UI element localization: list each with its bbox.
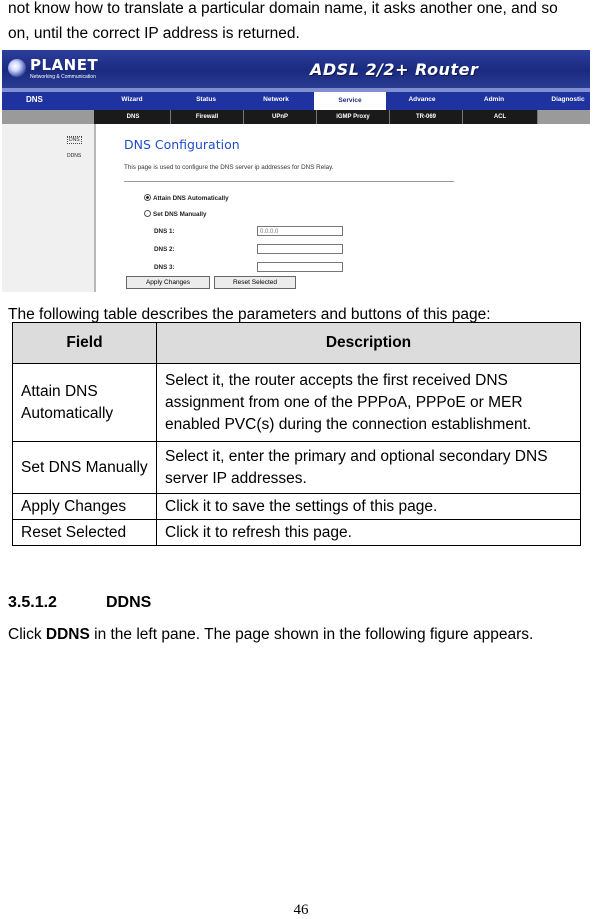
table-row bbox=[13, 494, 581, 520]
table-header-row bbox=[13, 323, 581, 364]
dns2-input[interactable] bbox=[257, 244, 343, 254]
reset-selected-button[interactable]: Reset Selected bbox=[214, 276, 296, 289]
set-dns-manual-label: Set DNS Manually bbox=[153, 211, 207, 218]
description-cell: Select it, the router accepts the first received DNS assignment from one of the PPPoA, PPPoE or MER enabled PVC(s) during the connection establishment. bbox=[157, 364, 581, 442]
page-description: This page is used to configure the DNS server ip addresses for DNS Relay. bbox=[124, 164, 334, 171]
tab-wizard[interactable]: Wizard bbox=[121, 96, 143, 103]
intro-line-2: on, until the correct IP address is returned. bbox=[8, 25, 300, 42]
page-number: 46 bbox=[293, 902, 309, 918]
dns3-label: DNS 3: bbox=[154, 264, 175, 271]
ddns-emphasis: DDNS bbox=[45, 626, 90, 643]
intro-text bbox=[8, 0, 602, 46]
left-pane bbox=[2, 124, 96, 292]
subtab-firewall[interactable]: Firewall bbox=[171, 110, 244, 124]
description-cell: Click it to refresh this page. bbox=[157, 520, 581, 546]
intro-line-1: not know how to translate a particular domain name, it asks another one, and so bbox=[8, 0, 558, 17]
table-caption: The following table describes the parameters and buttons of this page: bbox=[8, 306, 491, 323]
table-row bbox=[13, 520, 581, 546]
page-title: DNS Configuration bbox=[124, 137, 240, 152]
attain-dns-auto-option[interactable] bbox=[144, 194, 229, 202]
tab-admin[interactable]: Admin bbox=[483, 96, 505, 103]
sub-nav bbox=[2, 110, 590, 124]
subtab-tr069[interactable]: TR-069 bbox=[390, 110, 463, 124]
planet-globe-icon bbox=[8, 59, 26, 77]
parameter-table bbox=[12, 322, 581, 546]
radio-selected-icon[interactable] bbox=[144, 194, 151, 201]
table-row bbox=[13, 364, 581, 442]
subtab-igmp-proxy[interactable]: IGMP Proxy bbox=[317, 110, 390, 124]
column-header-description: Description bbox=[157, 323, 581, 364]
body-paragraph: Click DDNS in the left pane. The page shown in the following figure appears. bbox=[8, 626, 534, 643]
field-cell: Apply Changes bbox=[13, 494, 157, 520]
dns3-input[interactable] bbox=[257, 262, 343, 272]
dns2-label: DNS 2: bbox=[154, 246, 175, 253]
section-number: 3.5.1.2 bbox=[8, 594, 57, 611]
divider bbox=[124, 181, 454, 182]
main-nav bbox=[2, 92, 590, 110]
section-heading bbox=[8, 594, 151, 612]
column-header-field: Field bbox=[13, 323, 157, 364]
apply-changes-button[interactable]: Apply Changes bbox=[126, 276, 210, 289]
dns1-label: DNS 1: bbox=[154, 228, 175, 235]
description-cell: Select it, enter the primary and optional secondary DNS server IP addresses. bbox=[157, 442, 581, 494]
field-cell: Set DNS Manually bbox=[13, 442, 157, 494]
section-title: DDNS bbox=[106, 594, 152, 611]
product-name: ADSL 2/2+ Router bbox=[310, 60, 479, 79]
current-page-label: DNS bbox=[26, 95, 43, 104]
tab-advance[interactable]: Advance bbox=[408, 96, 436, 103]
tab-status[interactable]: Status bbox=[196, 96, 216, 103]
brand-tagline: Networking & Communication bbox=[30, 74, 96, 80]
planet-logo bbox=[8, 56, 98, 82]
side-link-dns[interactable]: DNS bbox=[69, 137, 80, 143]
description-cell: Click it to save the settings of this page. bbox=[157, 494, 581, 520]
dns-config-panel bbox=[122, 124, 590, 292]
set-dns-manual-option[interactable] bbox=[144, 210, 207, 218]
attain-dns-auto-label: Attain DNS Automatically bbox=[153, 195, 229, 202]
field-cell: Attain DNS Automatically bbox=[13, 364, 157, 442]
side-link-ddns[interactable]: DDNS bbox=[67, 153, 82, 159]
field-cell: Reset Selected bbox=[13, 520, 157, 546]
router-header bbox=[2, 50, 590, 88]
table-row bbox=[13, 442, 581, 494]
radio-icon[interactable] bbox=[144, 210, 151, 217]
subtab-dns[interactable]: DNS bbox=[96, 110, 171, 124]
router-screenshot bbox=[2, 50, 590, 292]
tab-network[interactable]: Network bbox=[263, 96, 289, 103]
subtab-acl[interactable]: ACL bbox=[463, 110, 538, 124]
tab-diagnostic[interactable]: Diagnostic bbox=[551, 96, 585, 103]
tab-service[interactable]: Service bbox=[314, 92, 386, 110]
dns1-input[interactable]: 0.0.0.0 bbox=[257, 226, 343, 236]
subtab-upnp[interactable]: UPnP bbox=[244, 110, 317, 124]
brand-name: PLANET bbox=[30, 56, 99, 74]
